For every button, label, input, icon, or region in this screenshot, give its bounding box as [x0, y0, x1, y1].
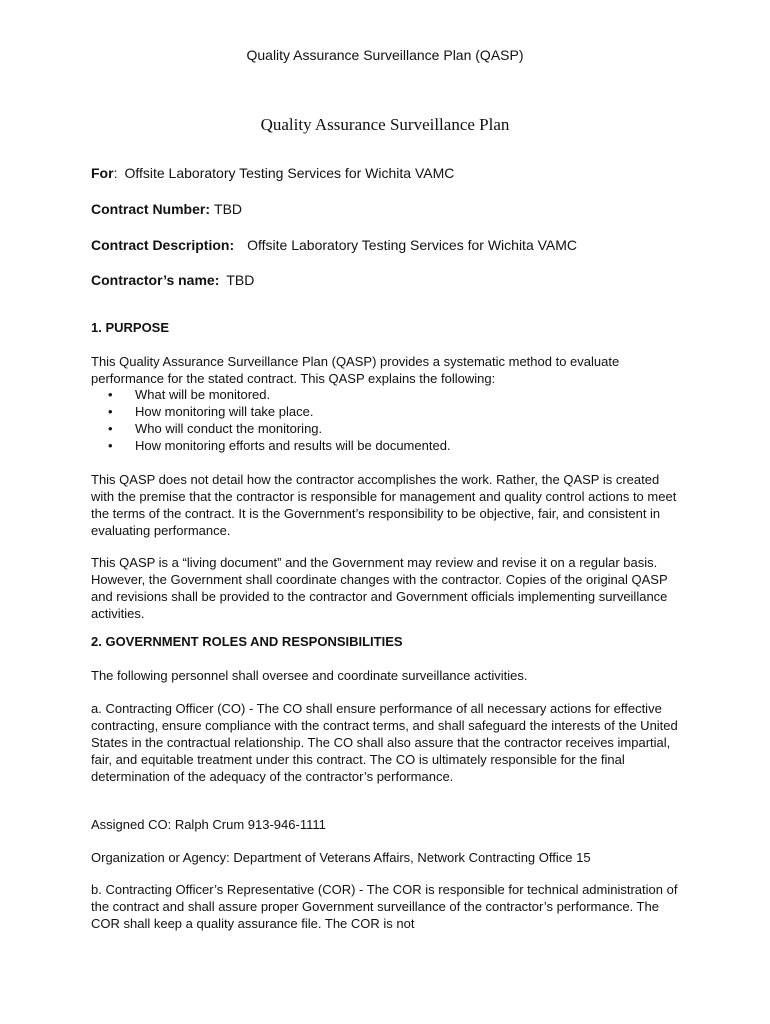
contractor-name-label: Contractor’s name:	[91, 272, 220, 288]
bullet-icon: •	[108, 387, 113, 402]
bullet-icon: •	[108, 421, 113, 436]
for-colon: :	[113, 165, 118, 181]
contract-description-value: Offsite Laboratory Testing Services for Wichita VAMC	[247, 237, 578, 253]
contract-number-field	[91, 201, 242, 217]
contract-description-field	[91, 237, 577, 253]
organization: Organization or Agency: Department of Veterans Affairs, Network Contracting Office 15	[91, 850, 591, 865]
assigned-co: Assigned CO: Ralph Crum 913-946-1111	[91, 817, 326, 832]
bullet-icon: •	[108, 404, 113, 419]
contractor-name-value: TBD	[226, 272, 255, 288]
list-item: • Who will conduct the monitoring.	[108, 421, 323, 436]
section-1-heading: 1. PURPOSE	[91, 320, 170, 335]
for-label: For	[91, 165, 114, 181]
for-value: Offsite Laboratory Testing Services for Wichita VAMC	[124, 165, 455, 181]
document-title: Quality Assurance Surveillance Plan	[260, 115, 510, 134]
cor-paragraph: b. Contracting Officer’s Representative (COR) - The COR is responsible for technical administration of the contract and shall assure proper Government surveillance of the contractor’s performance. The COR shall keep a quality assurance file. The COR is not	[91, 882, 678, 931]
contracting-officer-paragraph: a. Contracting Officer (CO) - The CO shall ensure performance of all necessary actions for effective contracting, ensure compliance with the contract terms, and shall safeguard the interests of the United States in the contractual relationship. The CO shall also assure that the contractor receives impartial, fair, and equitable treatment under this contract. The CO is ultimately responsible for the final determination of the adequacy of the contractor’s performance.	[91, 701, 678, 784]
contractor-name-field	[91, 272, 254, 288]
section-2-heading: 2. GOVERNMENT ROLES AND RESPONSIBILITIES	[91, 634, 403, 649]
purpose-paragraph-3: This QASP is a “living document” and the Government may review and revise it on a regular basis. However, the Government shall coordinate changes with the contractor. Copies of the original QASP and revisions shall be provided to the contractor and Government officials implementing surveillance activities.	[91, 555, 668, 621]
list-item: • How monitoring efforts and results will be documented.	[108, 438, 451, 453]
contract-number-label: Contract Number:	[91, 201, 211, 217]
contract-number-value: TBD	[214, 201, 243, 217]
list-item: • What will be monitored.	[108, 387, 271, 402]
list-item: • How monitoring will take place.	[108, 404, 314, 419]
purpose-paragraph-2: This QASP does not detail how the contractor accomplishes the work. Rather, the QASP is created with the premise that the contractor is responsible for management and quality control actions to meet the terms of the contract. It is the Government’s responsibility to be objective, fair, and consistent in evaluating performance.	[91, 472, 677, 538]
purpose-bullet-list	[108, 386, 451, 454]
roles-intro: The following personnel shall oversee and coordinate surveillance activities.	[91, 668, 528, 683]
contract-description-label: Contract Description:	[91, 237, 235, 253]
purpose-intro: This Quality Assurance Surveillance Plan (QASP) provides a systematic method to evaluate performance for the stated contract. This QASP explains the following:	[91, 354, 620, 386]
bullet-icon: •	[108, 438, 113, 453]
running-header: Quality Assurance Surveillance Plan (QASP)	[246, 47, 524, 63]
for-field	[91, 165, 454, 181]
